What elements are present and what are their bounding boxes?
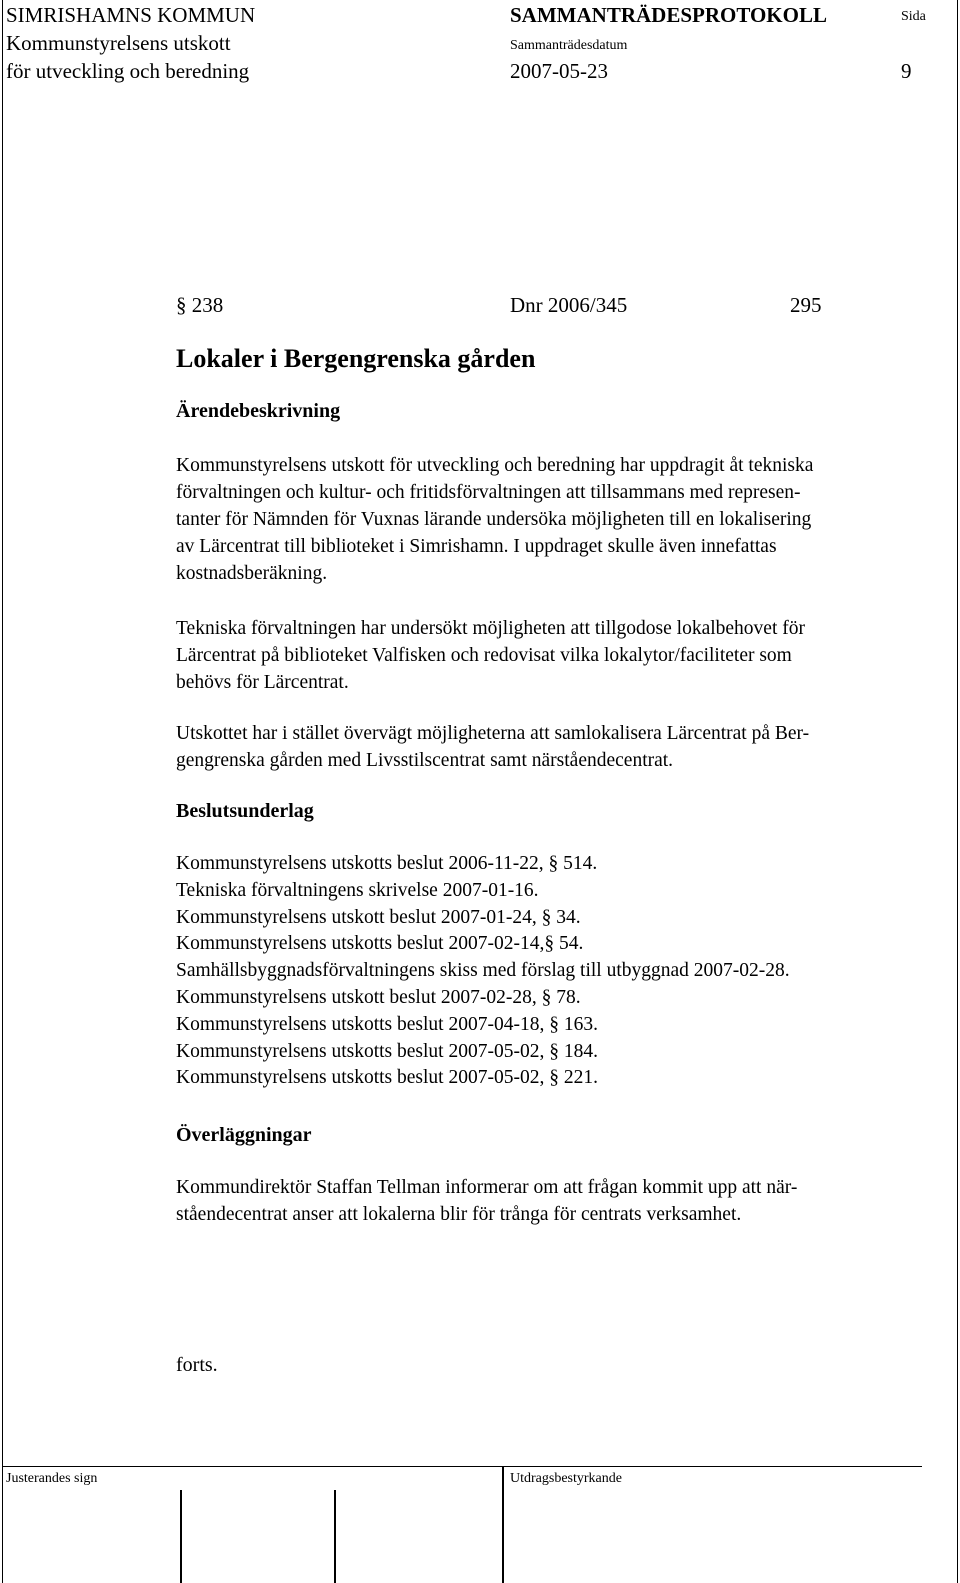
signature-box-divider — [502, 1466, 504, 1583]
justerandes-sign-label: Justerandes sign — [6, 1471, 98, 1486]
text-line: behövs för Lärcentrat. — [176, 672, 349, 693]
footer-top-rule — [2, 1466, 922, 1467]
arendebeskrivning-heading: Ärendebeskrivning — [176, 400, 341, 422]
list-item: Kommunstyrelsens utskotts beslut 2007-04-18, § 163. — [176, 1013, 598, 1035]
municipality-name: SIMRISHAMNS KOMMUN — [6, 3, 256, 27]
list-item: Tekniska förvaltningens skrivelse 2007-01-16. — [176, 879, 539, 901]
page-number: 9 — [901, 59, 912, 83]
meeting-date: 2007-05-23 — [510, 59, 608, 83]
arendebeskrivning-paragraph-3 — [176, 720, 936, 774]
signature-box-divider — [334, 1490, 336, 1583]
text-line: Tekniska förvaltningen har undersökt möjligheten att tillgodose lokalbehovet för — [176, 618, 805, 639]
list-item: Kommunstyrelsens utskott beslut 2007-02-28, § 78. — [176, 986, 581, 1008]
beslutsunderlag-list — [176, 851, 936, 1092]
list-item: Kommunstyrelsens utskotts beslut 2007-02-14,§ 54. — [176, 933, 584, 955]
page-frame-right — [957, 0, 958, 1583]
list-item: Kommunstyrelsens utskotts beslut 2007-05-02, § 184. — [176, 1040, 598, 1062]
text-line: kostnadsberäkning. — [176, 563, 328, 584]
list-item: Kommunstyrelsens utskotts beslut 2007-05-02, § 221. — [176, 1067, 598, 1089]
continuation-marker: forts. — [176, 1354, 218, 1376]
list-item: Samhällsbyggnadsförvaltningens skiss med förslag till utbyggnad 2007-02-28. — [176, 960, 790, 982]
section-symbol: § — [176, 293, 187, 317]
text-line: Kommundirektör Staffan Tellman informerar om att frågan kommit upp att när- — [176, 1177, 798, 1198]
arendebeskrivning-paragraph-1 — [176, 452, 936, 587]
protocol-title: SAMMANTRÄDESPROTOKOLL — [510, 3, 827, 27]
signature-box-divider — [180, 1490, 182, 1583]
section-heading — [176, 293, 223, 318]
text-line: ståendecentrat anser att lokalerna blir för trånga för centrats verksamhet. — [176, 1204, 742, 1225]
overlaggningar-heading: Överläggningar — [176, 1124, 312, 1146]
committee-line-2: för utveckling och beredning — [6, 59, 250, 83]
beslutsunderlag-heading: Beslutsunderlag — [176, 800, 314, 822]
date-label: Sammanträdesdatum — [510, 38, 628, 53]
list-item: Kommunstyrelsens utskott beslut 2007-01-24, § 34. — [176, 906, 581, 928]
text-line: Kommunstyrelsens utskott för utveckling och beredning har uppdragit åt tekniska — [176, 455, 814, 476]
item-title: Lokaler i Bergengrenska gården — [176, 344, 536, 373]
committee-line-1: Kommunstyrelsens utskott — [6, 31, 231, 55]
reference-number: 295 — [790, 293, 822, 317]
text-line: förvaltningen och kultur- och fritidsförvaltningen att tillsammans med represen- — [176, 482, 801, 503]
page-frame-left — [2, 0, 3, 1583]
utdragsbestyrkande-label: Utdragsbestyrkande — [510, 1471, 622, 1486]
text-line: tanter för Nämnden för Vuxnas lärande undersöka möjligheten till en lokalisering — [176, 509, 812, 530]
diary-number: Dnr 2006/345 — [510, 293, 628, 317]
list-item: Kommunstyrelsens utskotts beslut 2006-11-22, § 514. — [176, 853, 598, 874]
text-line: av Lärcentrat till biblioteket i Simrishamn. I uppdraget skulle även innefattas — [176, 536, 777, 557]
text-line: Lärcentrat på biblioteket Valfisken och redovisat vilka lokalytor/faciliteter som — [176, 645, 792, 666]
section-number: 238 — [191, 293, 224, 317]
arendebeskrivning-paragraph-2 — [176, 615, 936, 696]
text-line: Utskottet har i stället övervägt möjligheterna att samlokalisera Lärcentrat på Ber- — [176, 723, 810, 744]
text-line: gengrenska gården med Livsstilscentrat samt närståendecentrat. — [176, 750, 674, 771]
overlaggningar-paragraph — [176, 1174, 936, 1228]
page-label: Sida — [901, 9, 926, 24]
